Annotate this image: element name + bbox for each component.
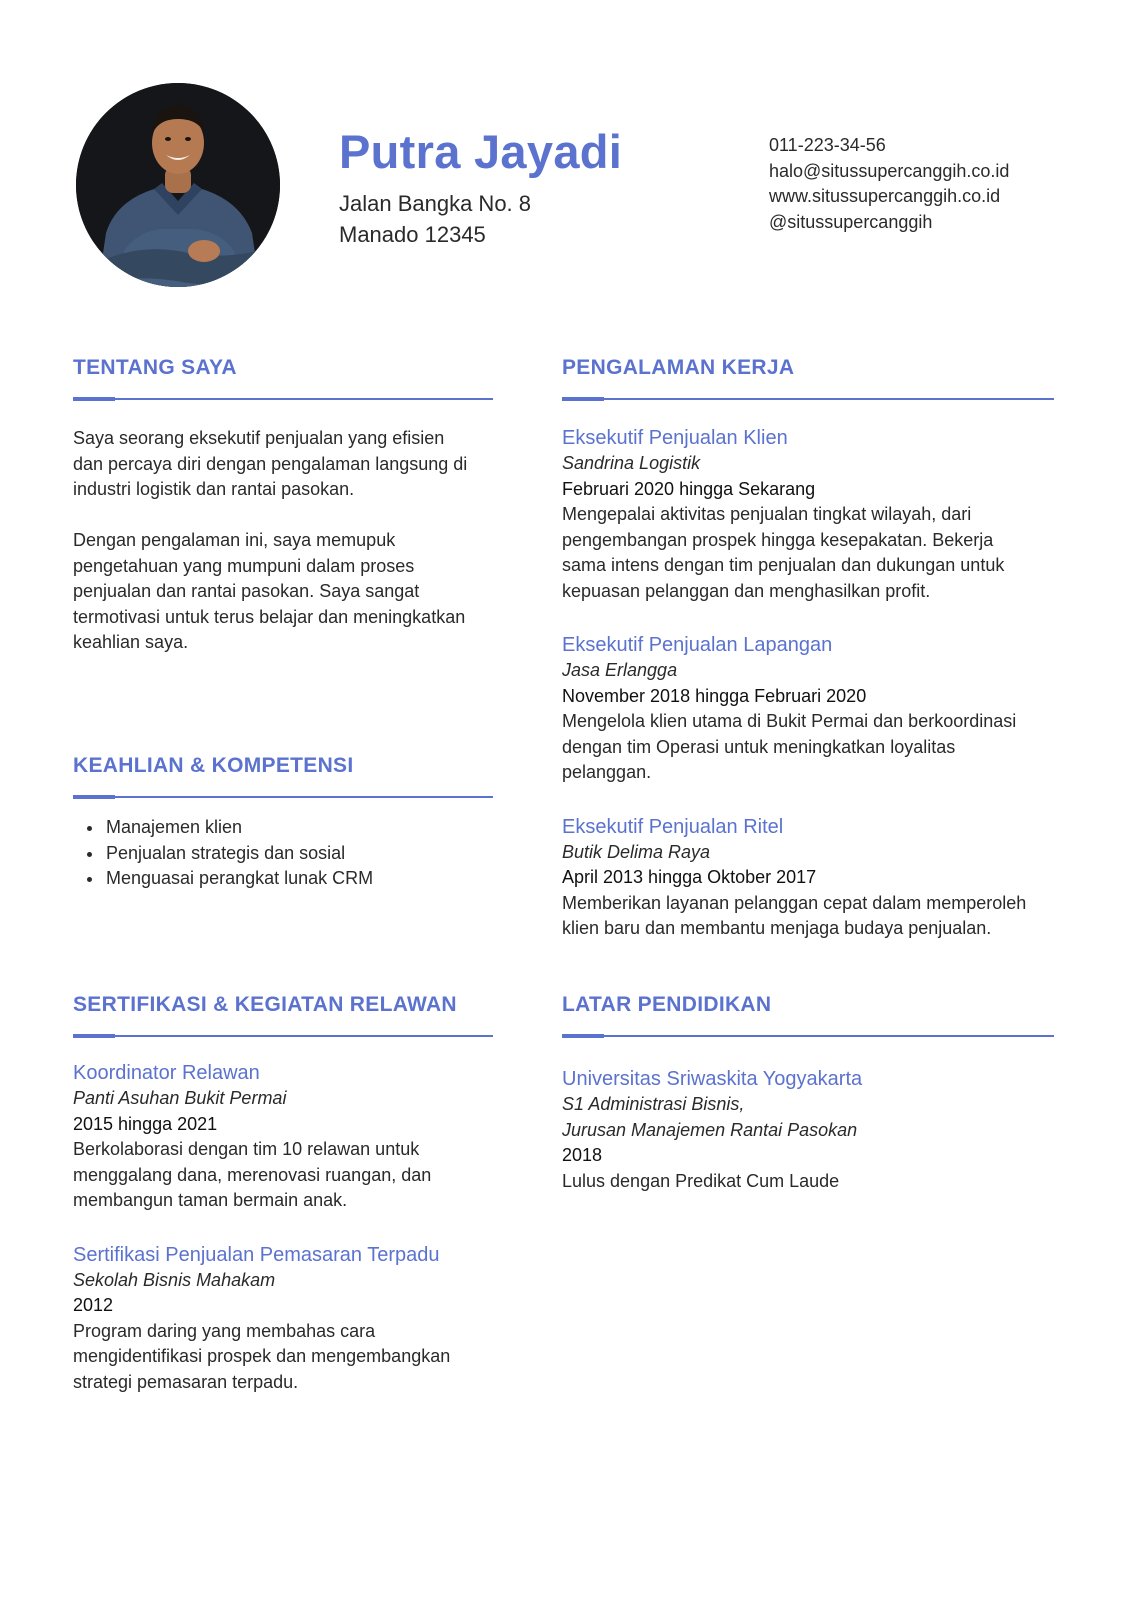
degree-line: S1 Administrasi Bisnis, <box>562 1094 745 1114</box>
about-paragraph-2: Dengan pengalaman ini, saya memupuk pengetahuan yang mumpuni dalam proses penjualan dan rantai pasokan. Saya sangat termotivasi untuk terus belajar dan meningkatkan keahlian saya. <box>73 530 466 652</box>
section-divider <box>73 795 493 799</box>
section-divider <box>562 397 1054 401</box>
entry-description: Mengepalai aktivitas penjualan tingkat wilayah, dari pengembangan prospek hingga kesepakatan. Bekerja sama intens dengan tim penjualan dan dukungan untuk kepuasan pelanggan dan menghasilkan profit. <box>562 504 1005 601</box>
list-item: Menguasai perangkat lunak CRM <box>73 866 493 892</box>
entry-period: 2012 <box>73 1295 114 1315</box>
education-section <box>562 992 1054 1194</box>
entry-role: Eksekutif Penjualan Ritel <box>562 815 784 838</box>
email-address: halo@situssupercanggih.co.id <box>769 160 1010 181</box>
entry-organization: Sandrina Logistik <box>562 453 701 473</box>
section-divider <box>73 1034 493 1038</box>
home-address <box>339 188 531 250</box>
phone-number: 011-223-34-56 <box>769 135 886 155</box>
candidate-name: Putra Jayadi <box>339 125 623 178</box>
about-paragraph-1: Saya seorang eksekutif penjualan yang efisien dan percaya diri dengan pengalaman langsung di industri logistik dan rantai pasokan. <box>73 428 468 499</box>
website-url: www.situssupercanggih.co.id <box>769 186 1001 206</box>
certifications-title: SERTIFIKASI & KEGIATAN RELAWAN <box>73 993 457 1016</box>
certification-entry <box>73 1060 493 1214</box>
contact-info <box>769 133 1009 235</box>
skills-section <box>73 753 493 892</box>
entry-description: Berkolaborasi dengan tim 10 relawan untuk menggalang dana, merenovasi ruangan, dan membangun taman bermain anak. <box>73 1139 432 1210</box>
entry-period: 2015 hingga 2021 <box>73 1113 218 1134</box>
entry-period: April 2013 hingga Oktober 2017 <box>562 867 817 887</box>
education-title: LATAR PENDIDIKAN <box>562 993 772 1016</box>
major-line: Jurusan Manajemen Rantai Pasokan <box>562 1119 858 1140</box>
entry-organization: Panti Asuhan Bukit Permai <box>73 1088 287 1108</box>
skills-list <box>73 815 493 892</box>
entry-organization: Jasa Erlangga <box>562 660 678 680</box>
entry-role: Eksekutif Penjualan Klien <box>562 427 788 449</box>
entry-organization: Butik Delima Raya <box>562 841 711 862</box>
section-divider <box>73 397 493 401</box>
graduation-year: 2018 <box>562 1145 603 1165</box>
school-name: Universitas Sriwaskita Yogyakarta <box>562 1068 863 1090</box>
education-note: Lulus dengan Predikat Cum Laude <box>562 1170 840 1191</box>
entry-description: Mengelola klien utama di Bukit Permai dan berkoordinasi dengan tim Operasi untuk meningkatkan loyalitas pelanggan. <box>562 711 1017 782</box>
entry-role: Koordinator Relawan <box>73 1062 260 1084</box>
about-section <box>73 355 493 656</box>
profile-photo <box>76 83 280 287</box>
entry-role: Eksekutif Penjualan Lapangan <box>562 634 833 656</box>
experience-title: PENGALAMAN KERJA <box>562 356 795 379</box>
address-city: Manado 12345 <box>339 222 486 247</box>
about-title: TENTANG SAYA <box>73 356 237 379</box>
address-street: Jalan Bangka No. 8 <box>339 191 532 216</box>
list-item: Penjualan strategis dan sosial <box>73 841 493 867</box>
entry-organization: Sekolah Bisnis Mahakam <box>73 1269 276 1290</box>
section-divider <box>562 1034 1054 1038</box>
entry-period: Februari 2020 hingga Sekarang <box>562 478 816 499</box>
certifications-section <box>73 992 493 1395</box>
certification-entry <box>73 1242 493 1396</box>
entry-period: November 2018 hingga Februari 2020 <box>562 685 867 706</box>
social-handle: @situssupercanggih <box>769 211 933 232</box>
entry-description: Memberikan layanan pelanggan cepat dalam memperoleh klien baru dan membantu menjaga budaya penjualan. <box>562 892 1027 938</box>
list-item: Manajemen klien <box>73 815 493 841</box>
experience-section <box>562 355 1054 942</box>
experience-entry <box>562 632 1054 786</box>
education-entry <box>562 1066 1054 1194</box>
entry-description: Program daring yang membahas cara mengidentifikasi prospek dan mengembangkan strategi pemasaran terpadu. <box>73 1320 451 1392</box>
experience-entry <box>562 814 1054 942</box>
skills-title: KEAHLIAN & KOMPETENSI <box>73 754 354 777</box>
entry-role: Sertifikasi Penjualan Pemasaran Terpadu <box>73 1243 440 1266</box>
experience-entry <box>562 425 1054 604</box>
